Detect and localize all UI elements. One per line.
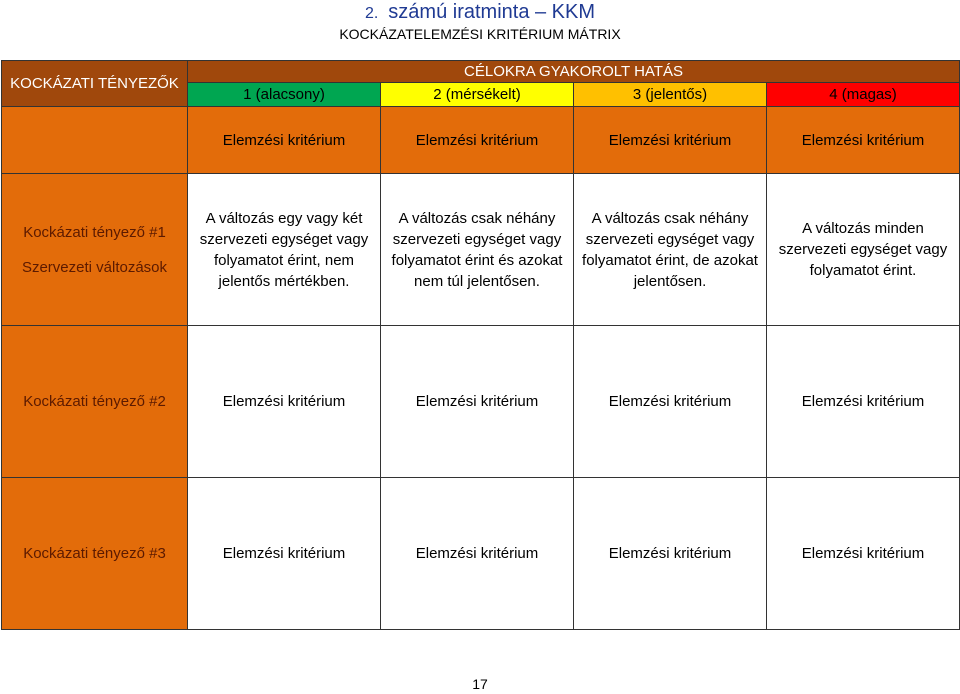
factor-1-level-2-cell: A változás csak néhány szervezeti egységet vagy folyamatot érint és azokat nem túl jelentősen. [381, 174, 574, 326]
risk-criteria-matrix [1, 60, 960, 630]
factor-2-level-4-cell: Elemzési kritérium [767, 326, 960, 478]
document-title-text: számú iratminta – KKM [388, 1, 596, 23]
level-2-header: 2 (mérsékelt) [381, 83, 574, 107]
document-title [0, 0, 960, 26]
criteria-header-2: Elemzési kritérium [381, 107, 574, 174]
document-subtitle: KOCKÁZATELEMZÉSI KRITÉRIUM MÁTRIX [339, 26, 621, 42]
factor-2-level-3-cell: Elemzési kritérium [574, 326, 767, 478]
row-label-factor-1 [2, 174, 188, 326]
table-row [2, 478, 960, 630]
factor-1-level-3-cell: A változás csak néhány szervezeti egységet vagy folyamatot érint, de azokat jelentősen. [574, 174, 767, 326]
criteria-header-label [2, 107, 188, 174]
document-number: 2. [364, 5, 379, 22]
level-4-header: 4 (magas) [767, 83, 960, 107]
factor-1-level-4-cell: A változás minden szervezeti egységet vagy folyamatot érint. [767, 174, 960, 326]
factor-3-level-4-cell: Elemzési kritérium [767, 478, 960, 630]
factor-3-level-2-cell: Elemzési kritérium [381, 478, 574, 630]
page-number: 17 [472, 676, 488, 692]
table-row [2, 174, 960, 326]
factor-1-subtitle: Szervezeti változások [21, 258, 168, 276]
level-3-header: 3 (jelentős) [574, 83, 767, 107]
factor-2-level-2-cell: Elemzési kritérium [381, 326, 574, 478]
impact-header: CÉLOKRA GYAKOROLT HATÁS [188, 61, 960, 83]
criteria-header-1: Elemzési kritérium [188, 107, 381, 174]
row-label-factor-2 [2, 326, 188, 478]
criteria-header-3: Elemzési kritérium [574, 107, 767, 174]
factor-2-level-1-cell: Elemzési kritérium [188, 326, 381, 478]
table-row [2, 326, 960, 478]
factor-1-level-1-cell: A változás egy vagy két szervezeti egységet vagy folyamatot érint, nem jelentős mértékben. [188, 174, 381, 326]
factor-3-title: Kockázati tényező #3 [23, 545, 166, 562]
level-1-header: 1 (alacsony) [188, 83, 381, 107]
factor-3-level-1-cell: Elemzési kritérium [188, 478, 381, 630]
row-label-factor-3 [2, 478, 188, 630]
factor-2-title: Kockázati tényező #2 [23, 393, 166, 410]
factor-1-title: Kockázati tényező #1 [23, 223, 166, 241]
factor-3-level-3-cell: Elemzési kritérium [574, 478, 767, 630]
criteria-header-4: Elemzési kritérium [767, 107, 960, 174]
risk-factors-header: KOCKÁZATI TÉNYEZŐK [2, 61, 188, 107]
